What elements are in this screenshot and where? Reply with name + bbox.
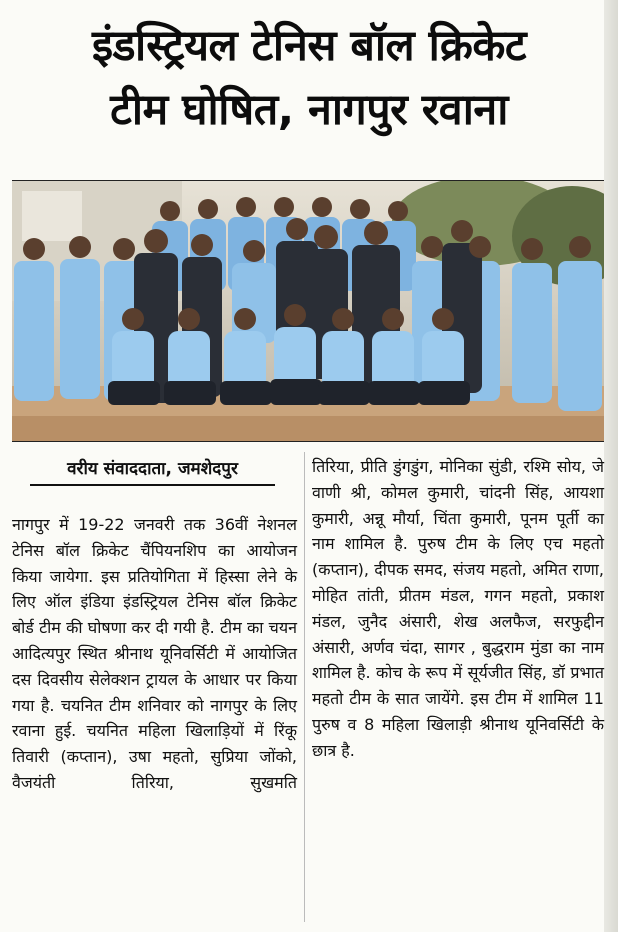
headline-line-2: टीम घोषित, नागपुर रवाना bbox=[110, 85, 508, 135]
article-left-column: नागपुर में 19-22 जनवरी तक 36वीं नेशनल टेनिस बॉल क्रिकेट चैंपियनशिप का आयोजन किया जायेगा. इस प्रतियोगिता में हिस्सा लेने के लिए ऑल इंडिया इंडस्ट्रियल टेनिस बॉल क्रिकेट बोर्ड टीम की घोषणा कर दी गयी है. टीम का चयन आदित्यपुर स्थित श्रीनाथ यूनिवर्सिटी में आयोजित दस दिवसीय सेलेक्शन ट्रायल के आधार पर किया गया है. चयनित टीम शनिवार को नागपुर के लिए रवाना हुई. चयनित महिला खिलाड़ियों में रिंकू तिवारी (कप्तान), उषा महतो, सुप्रिया जोंको, वैजयंती तिरिया, सुखमति bbox=[12, 515, 297, 792]
article-right-column: तिरिया, प्रीति डुंगडुंग, मोनिका सुंडी, रश्मि सोय, जे वाणी श्री, कोमल कुमारी, चांदनी सिंह, आयशा कुमारी, अन्नू मौर्या, चिंता कुमारी, पूनम पूर्ती का नाम शामिल है. पुरुष टीम के लिए एच महतो (कप्तान), दीपक समद, संजय महतो, अमित राणा, मोहित तांती, प्रीतम मंडल, गगन महतो, प्रकाश मंडल, जुनैद अंसारी, शेख अलफैज, सरफुद्दीन अंसारी, अर्णव चंदा, सागर , बुद्धराम मुंडा का नाम शामिल है. कोच के रूप में सूर्यजीत सिंह, डॉ प्रभात महतो टीम के सात जायेंगे. इस टीम में शामिल 11 पुरुष व 8 महिला खिलाड़ी श्रीनाथ यूनिवर्सिटी के छात्र है. bbox=[312, 457, 604, 760]
column-divider bbox=[304, 452, 305, 922]
byline-underline bbox=[30, 484, 275, 486]
byline: वरीय संवाददाता, जमशेदपुर bbox=[67, 459, 238, 479]
headline bbox=[14, 14, 604, 142]
team-photo bbox=[12, 180, 604, 442]
team-group-photo-icon bbox=[12, 181, 604, 441]
headline-line-1: इंडस्ट्रियल टेनिस बॉल क्रिकेट bbox=[91, 21, 527, 71]
page-edge bbox=[604, 0, 618, 932]
